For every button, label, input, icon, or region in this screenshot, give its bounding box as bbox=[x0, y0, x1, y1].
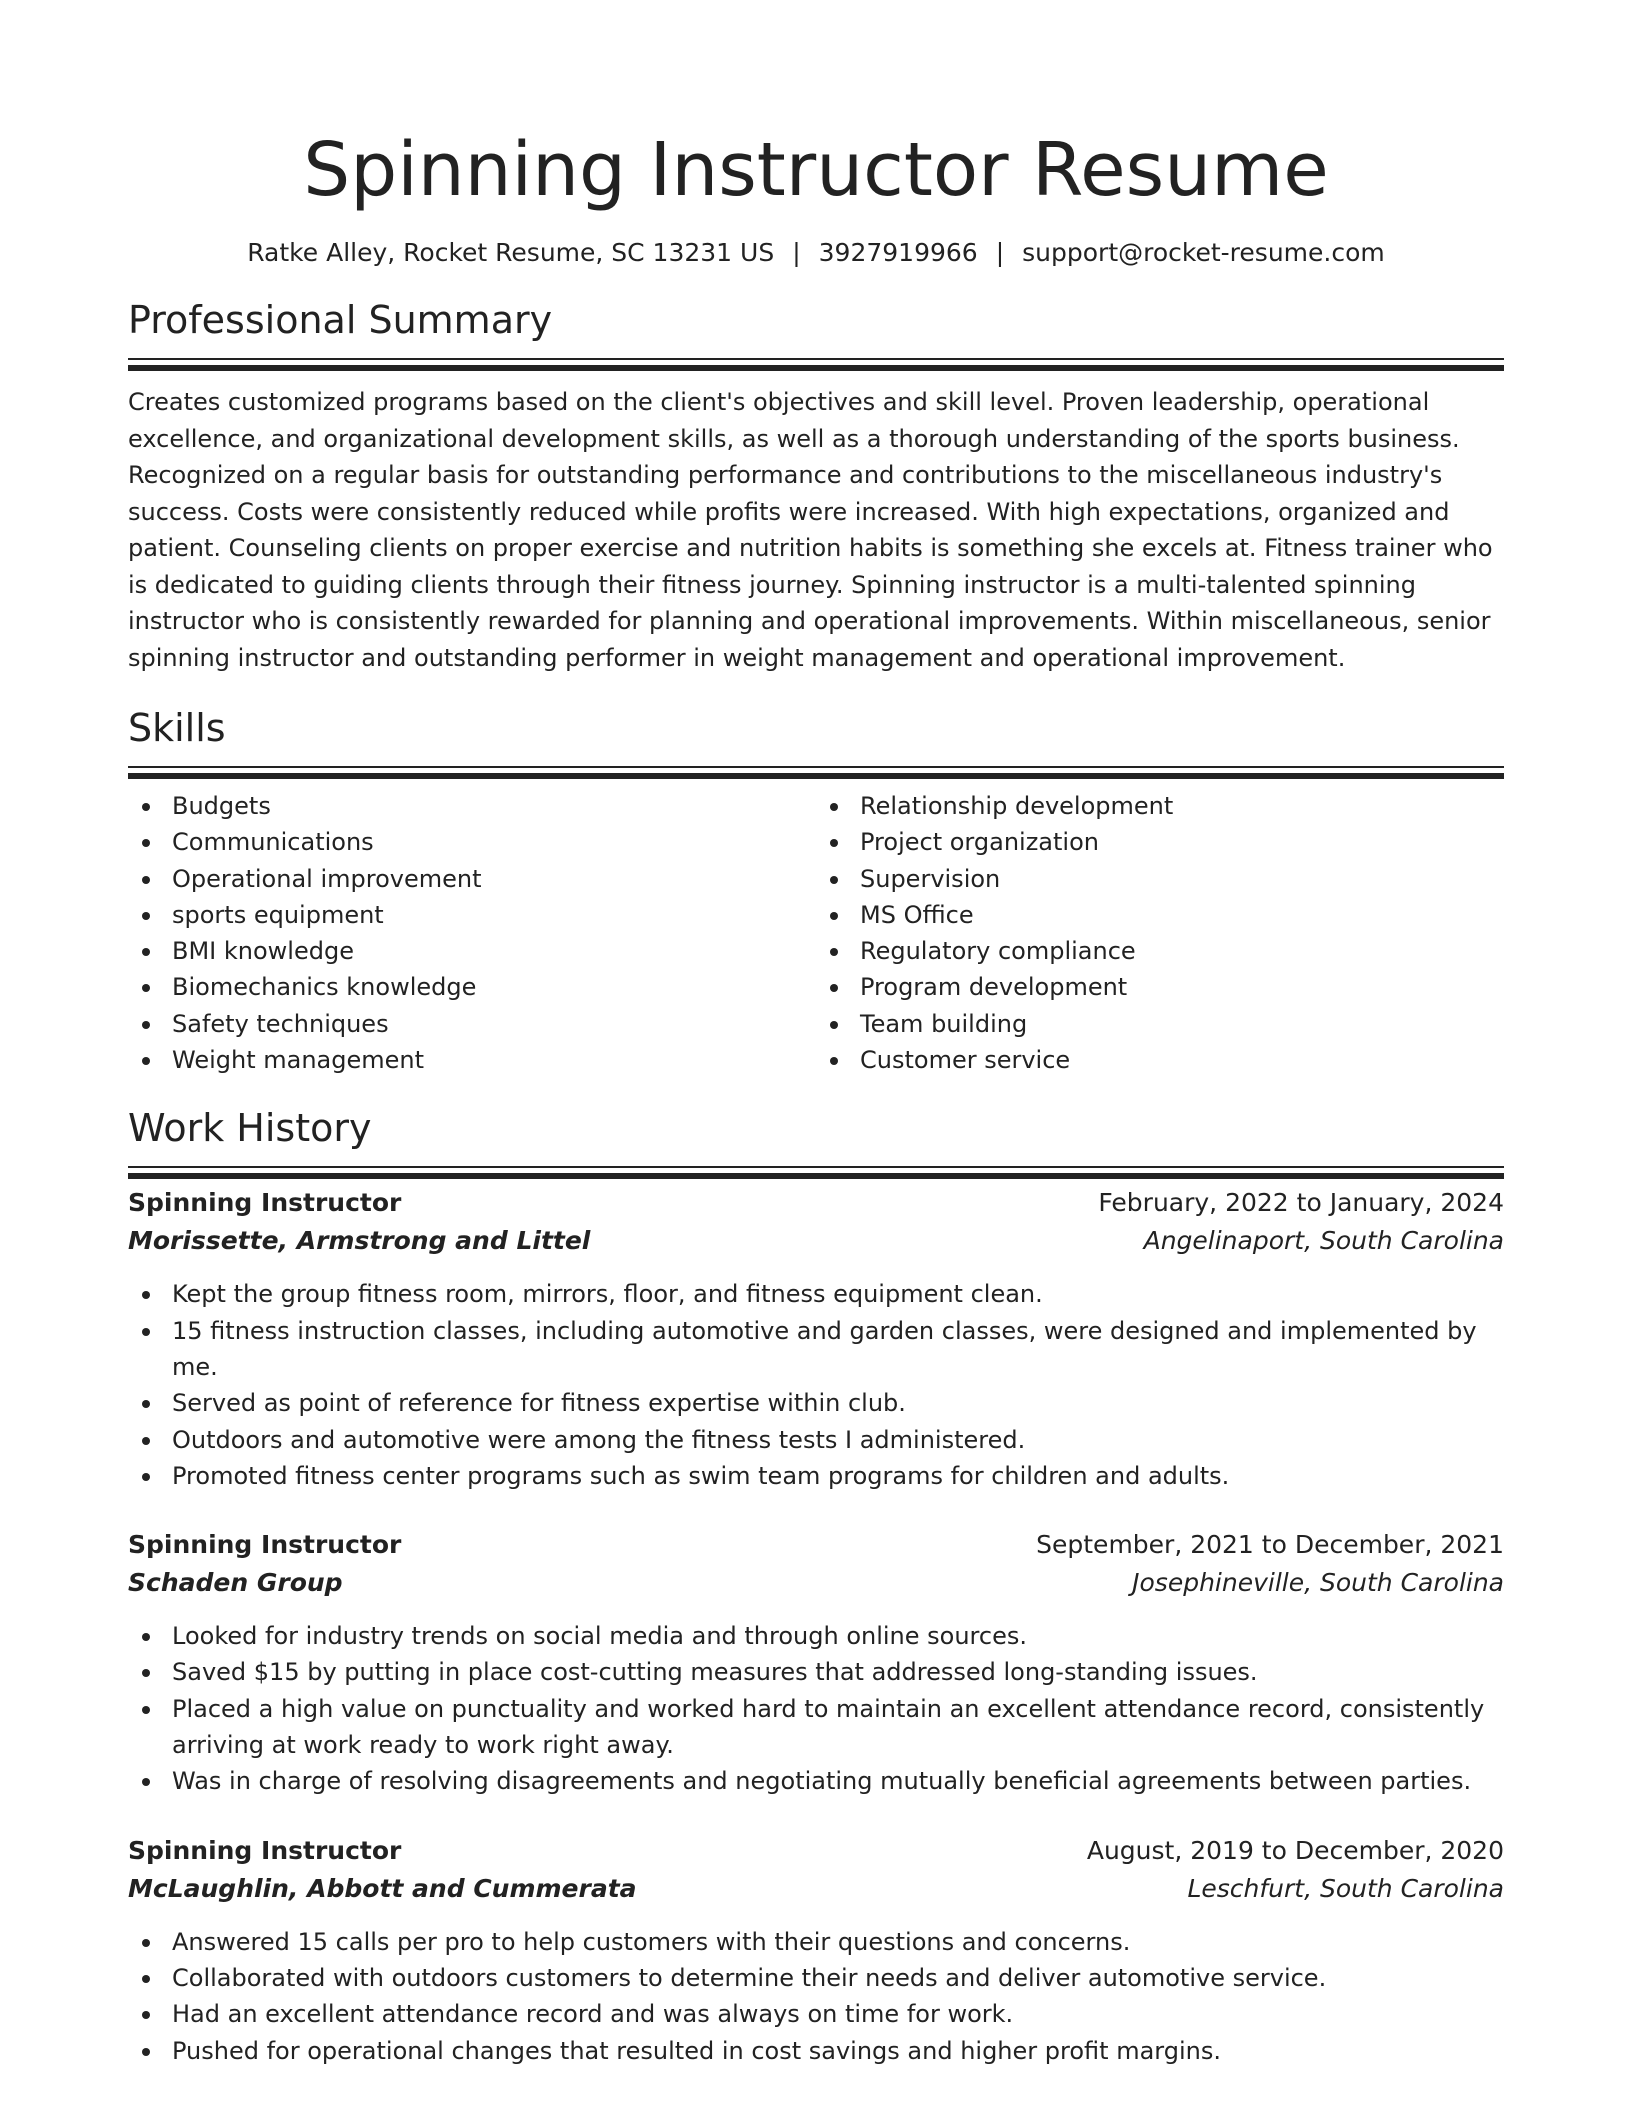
job-title: Spinning Instructor bbox=[128, 1530, 402, 1560]
skill-item: Budgets bbox=[128, 788, 816, 824]
address-text: Ratke Alley, Rocket Resume, SC 13231 US bbox=[247, 238, 775, 267]
section-heading-summary: Professional Summary bbox=[128, 298, 553, 342]
skill-item: Supervision bbox=[816, 861, 1504, 897]
skill-item: Operational improvement bbox=[128, 861, 816, 897]
job-location: Angelinaport, South Carolina bbox=[1143, 1226, 1504, 1256]
separator: | bbox=[995, 238, 1005, 267]
job-bullet: Had an excellent attendance record and was always on time for work. bbox=[128, 1996, 1504, 2032]
phone-text: 3927919966 bbox=[818, 238, 978, 267]
employer-name: Morissette, Armstrong and Littel bbox=[128, 1226, 591, 1256]
job-bullet: Was in charge of resolving disagreements and negotiating mutually beneficial agreements between parties. bbox=[128, 1763, 1504, 1799]
section-divider bbox=[128, 1166, 1504, 1168]
skill-item: sports equipment bbox=[128, 897, 816, 933]
skill-item: Communications bbox=[128, 824, 816, 860]
job-entry bbox=[128, 1832, 1504, 2069]
skill-item: Safety techniques bbox=[128, 1006, 816, 1042]
skill-item: Program development bbox=[816, 969, 1504, 1005]
job-header-row bbox=[128, 1832, 1504, 1870]
job-bullets bbox=[128, 1276, 1504, 1494]
job-location: Josephineville, South Carolina bbox=[1132, 1568, 1504, 1598]
job-bullets bbox=[128, 1924, 1504, 2069]
skill-item: BMI knowledge bbox=[128, 933, 816, 969]
skills-column-left bbox=[128, 788, 816, 1078]
job-header-row bbox=[128, 1526, 1504, 1564]
job-dates: February, 2022 to January, 2024 bbox=[1098, 1188, 1504, 1218]
job-bullet: Looked for industry trends on social media and through online sources. bbox=[128, 1618, 1504, 1654]
job-entry bbox=[128, 1526, 1504, 1799]
job-bullet: 15 fitness instruction classes, including automotive and garden classes, were designed and implemented by me. bbox=[128, 1313, 1504, 1386]
separator: | bbox=[792, 238, 801, 267]
skills-column-right bbox=[816, 788, 1504, 1078]
job-bullet: Answered 15 calls per pro to help customers with their questions and concerns. bbox=[128, 1924, 1504, 1960]
job-entry bbox=[128, 1184, 1504, 1494]
skill-item: Regulatory compliance bbox=[816, 933, 1504, 969]
skill-item: MS Office bbox=[816, 897, 1504, 933]
employer-name: McLaughlin, Abbott and Cummerata bbox=[128, 1873, 637, 1903]
job-location: Leschfurt, South Carolina bbox=[1187, 1873, 1504, 1903]
section-heading-skills: Skills bbox=[128, 706, 226, 750]
job-title: Spinning Instructor bbox=[128, 1188, 402, 1218]
job-employer-row bbox=[128, 1870, 1504, 1908]
job-header-row bbox=[128, 1184, 1504, 1222]
job-dates: August, 2019 to December, 2020 bbox=[1086, 1835, 1504, 1865]
job-employer-row bbox=[128, 1222, 1504, 1260]
skills-grid bbox=[128, 788, 1504, 1078]
job-employer-row bbox=[128, 1564, 1504, 1602]
summary-text: Creates customized programs based on the client's objectives and skill level. Proven leadership, operational excellence, and organizational development skills, as well as a thorough understanding of the sports business. Recognized on a regular basis for outstanding performance and contributions to the miscellaneous industry's success. Costs were consistently reduced while profits were increased. With high expectations, organized and patient. Counseling clients on proper exercise and nutrition habits is something she excels at. Fitness trainer who is dedicated to guiding clients through their fitness journey. Spinning instructor is a multi-talented spinning instructor who is consistently rewarded for planning and operational improvements. Within miscellaneous, senior spinning instructor and outstanding performer in weight management and operational improvement. bbox=[128, 388, 1493, 672]
job-title: Spinning Instructor bbox=[128, 1835, 402, 1865]
job-bullet: Kept the group fitness room, mirrors, floor, and fitness equipment clean. bbox=[128, 1276, 1504, 1312]
job-bullet: Placed a high value on punctuality and worked hard to maintain an excellent attendance record, consistently arriving at work ready to work right away. bbox=[128, 1691, 1504, 1764]
skill-item: Project organization bbox=[816, 824, 1504, 860]
section-heading-work-history: Work History bbox=[128, 1106, 372, 1151]
employer-name: Schaden Group bbox=[128, 1568, 343, 1598]
job-bullet: Collaborated with outdoors customers to determine their needs and deliver automotive service. bbox=[128, 1960, 1504, 1996]
skill-item: Relationship development bbox=[816, 788, 1504, 824]
work-history-section bbox=[128, 1104, 1504, 2068]
job-bullet: Pushed for operational changes that resulted in cost savings and higher profit margins. bbox=[128, 2033, 1504, 2069]
email-link[interactable]: support@rocket-resume.com bbox=[1022, 238, 1385, 267]
job-dates: September, 2021 to December, 2021 bbox=[1036, 1530, 1504, 1560]
skill-item: Weight management bbox=[128, 1042, 816, 1078]
job-bullet: Outdoors and automotive were among the fitness tests I administered. bbox=[128, 1422, 1504, 1458]
section-divider bbox=[128, 766, 1504, 768]
summary-section bbox=[128, 296, 1504, 676]
job-bullet: Served as point of reference for fitness expertise within club. bbox=[128, 1385, 1504, 1421]
section-divider bbox=[128, 358, 1504, 360]
skill-item: Customer service bbox=[816, 1042, 1504, 1078]
skill-item: Team building bbox=[816, 1006, 1504, 1042]
job-bullet: Promoted fitness center programs such as swim team programs for children and adults. bbox=[128, 1458, 1504, 1494]
skills-section bbox=[128, 704, 1504, 1078]
skill-item: Biomechanics knowledge bbox=[128, 969, 816, 1005]
job-bullet: Saved $15 by putting in place cost-cutting measures that addressed long-standing issues. bbox=[128, 1654, 1504, 1690]
contact-line bbox=[128, 236, 1504, 270]
resume-page bbox=[128, 0, 1504, 2069]
job-bullets bbox=[128, 1618, 1504, 1799]
page-title: Spinning Instructor Resume bbox=[303, 127, 1329, 213]
